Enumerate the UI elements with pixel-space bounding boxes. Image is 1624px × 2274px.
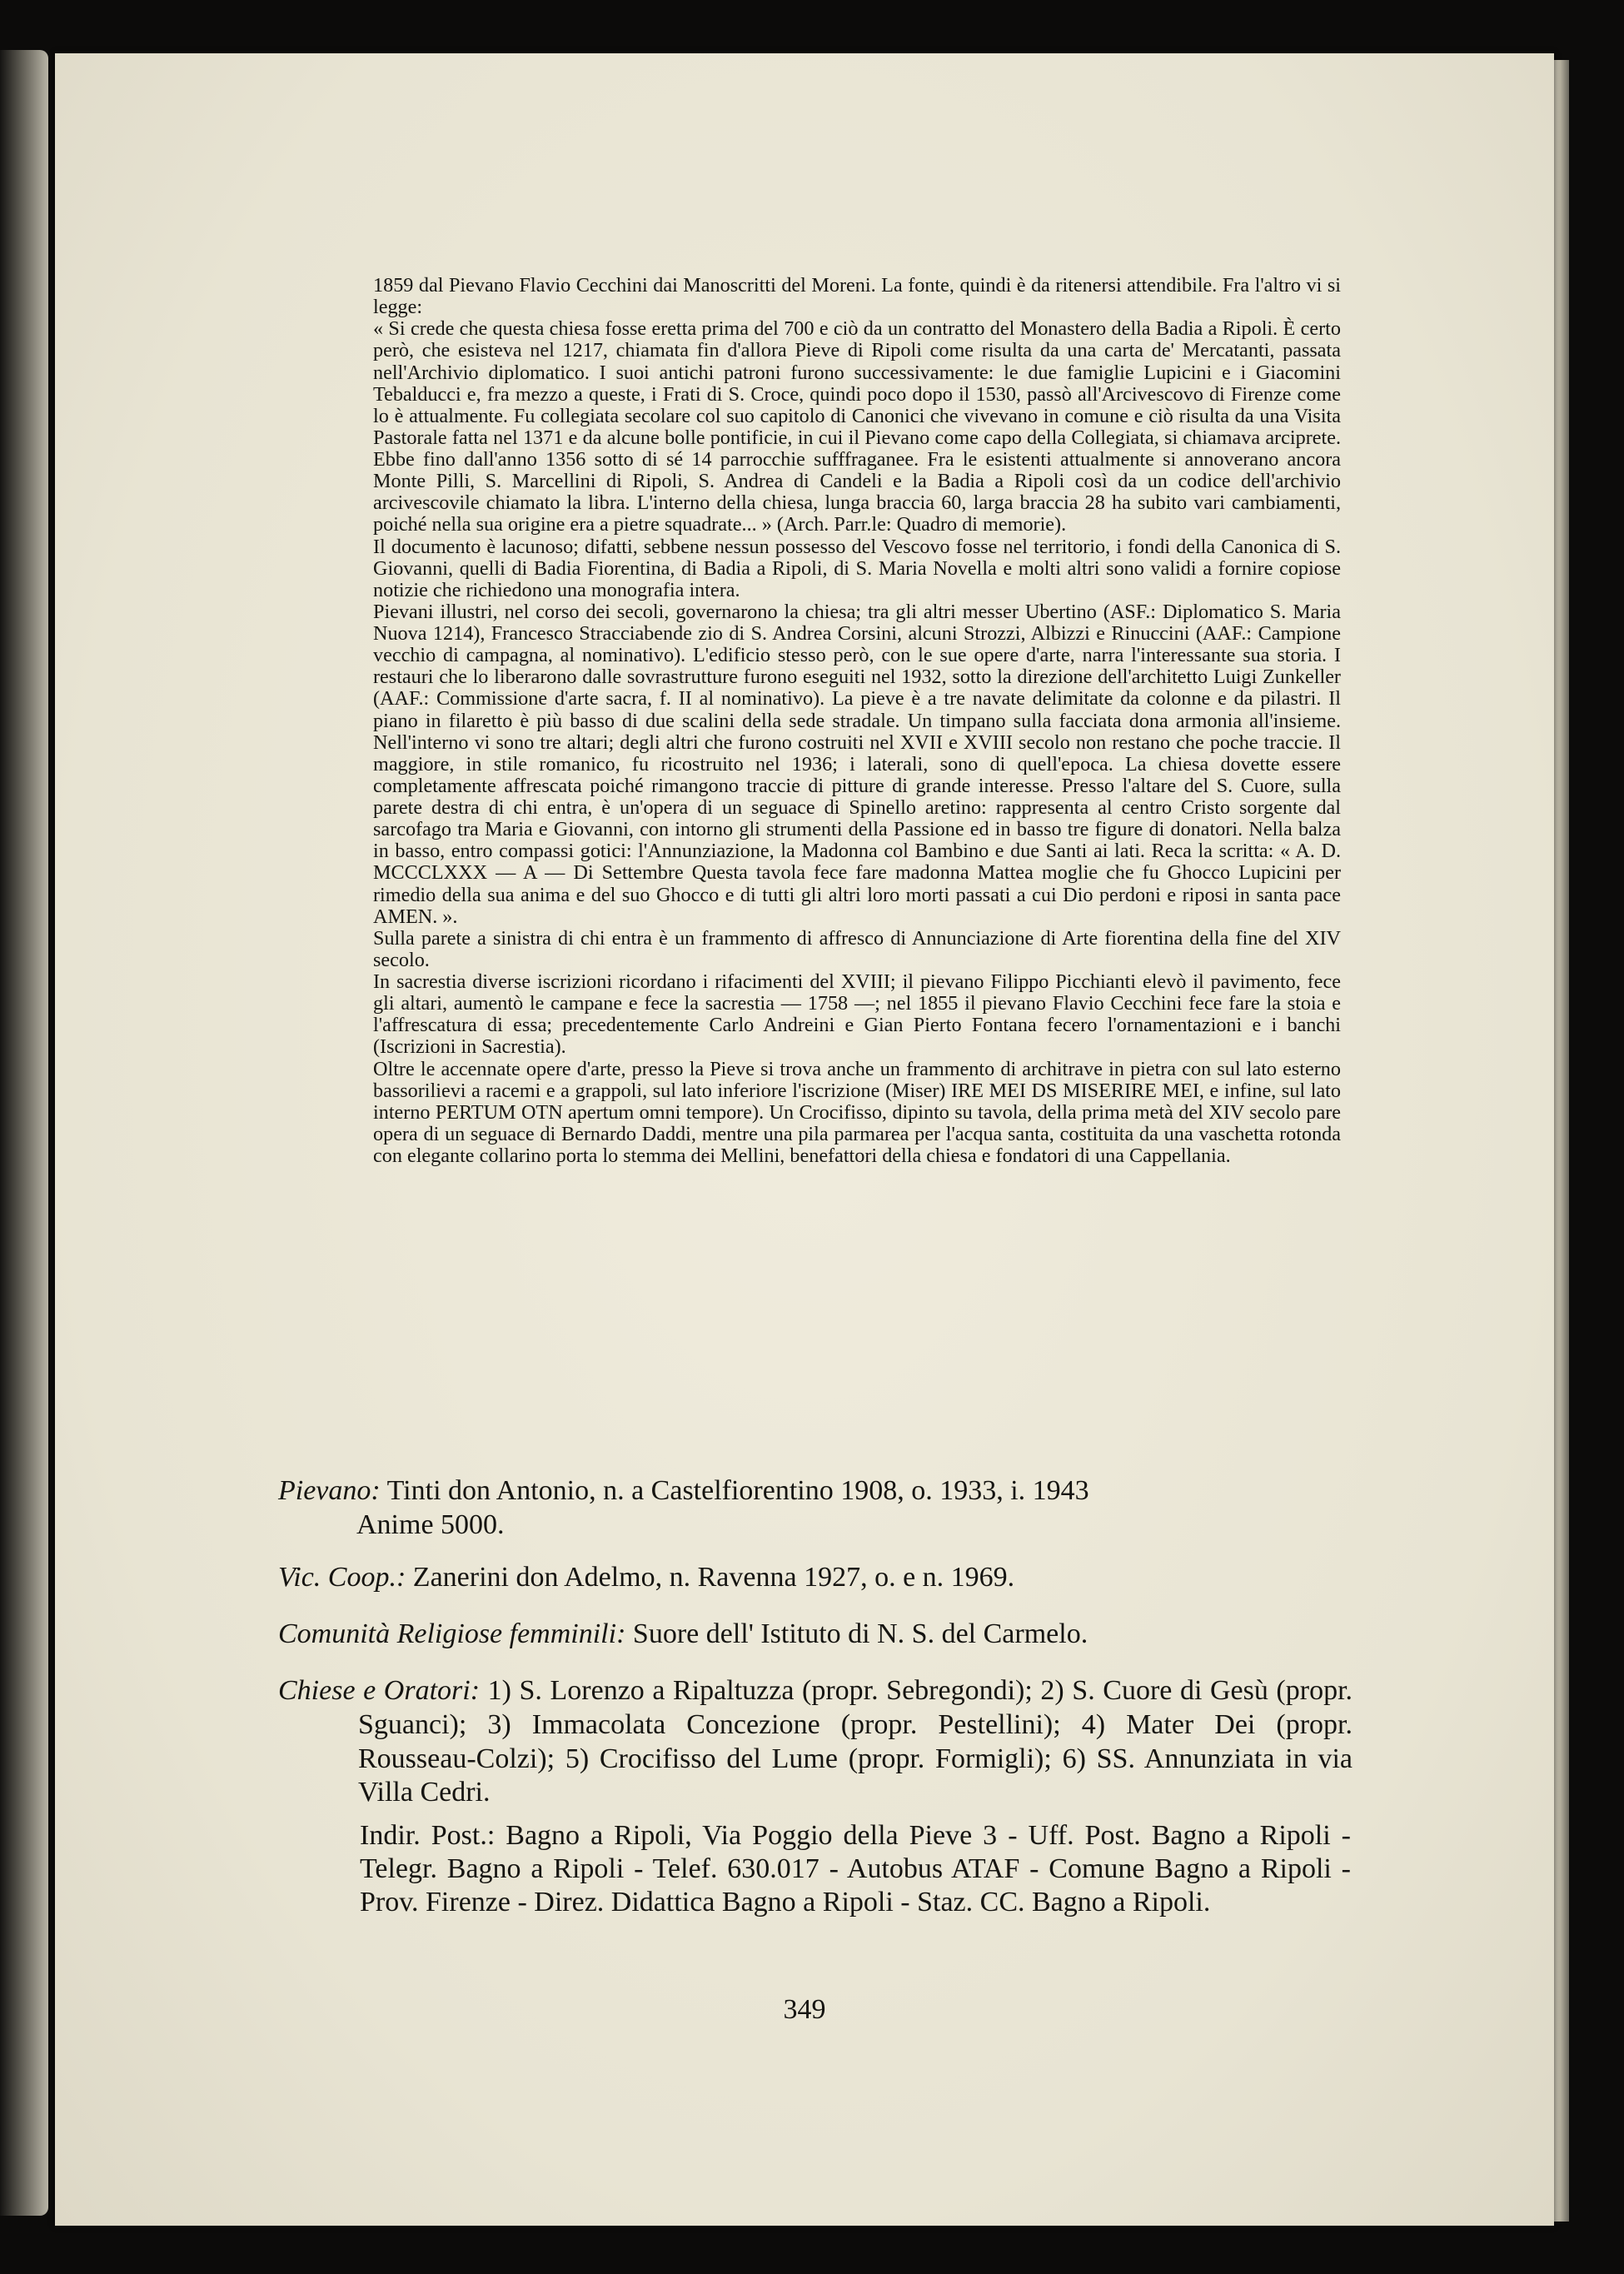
paragraph-quote: « Si crede che questa chiesa fosse eretta prima del 700 e ciò da un contratto del Monastero della Badia a Ripoli. È certo però, che esisteva nel 1217, chiamata fin d'allora Pieve di Ripoli come risulta da una carta de' Mercatanti, passata nell'Archivio diplomatico. I suoi antichi patroni furono successivamente: le due famiglie Lupicini e i Giacomini Tebalducci e, fra mezzo a queste, i Frati di S. Croce, quindi poco dopo il 1530, passò all'Arcivescovo di Firenze come lo è attualmente. Fu collegiata secolare col suo capitolo di Canonici che vivevano in comune e ciò risulta da una Visita Pastorale fatta nel 1371 e da alcune bolle pontificie, in cui il Pievano come capo della Collegiata, si chiamava arciprete. Ebbe fino dall'anno 1356 sotto di sé 14 parrocchie sufffraganee. Fra le esistenti attualmente si annoverano ancora Monte Pilli, S. Marcellini di Ripoli, S. Andrea di Candeli e la Badia a Ripoli così da un codice dell'archivio arcivescovile chiamato la libra. L'interno della chiesa, lunga braccia 60, larga braccia 28 ha subito vari cambiamenti, poiché nella sua origine era a pietre squadrate... » (Arch. Parr.le: Quadro di memorie). bbox=[373, 317, 1341, 536]
book-page bbox=[55, 53, 1554, 2226]
pievano-value: Tinti don Antonio, n. a Castelfiorentino 1908, o. 1933, i. 1943 bbox=[386, 1475, 1089, 1506]
paragraph-source: 1859 dal Pievano Flavio Cecchini dai Manoscritti del Moreni. La fonte, quindi è da ritenersi attendibile. Fra l'altro vi si legge: bbox=[373, 274, 1341, 319]
chiese-label: Chiese e Oratori: bbox=[278, 1675, 481, 1706]
adjacent-page-edge bbox=[0, 50, 48, 2216]
pievano-label: Pievano: bbox=[278, 1475, 381, 1506]
paragraph-fresco: Sulla parete a sinistra di chi entra è un frammento di affresco di Annunciazione di Arte fiorentina della fine del XIV secolo. bbox=[373, 926, 1341, 971]
history-text-block bbox=[373, 275, 1341, 1167]
comunita-entry bbox=[278, 1618, 1348, 1652]
paragraph-artworks: Oltre le accennate opere d'arte, presso la Pieve si trova anche un frammento di architrave in pietra con sul lato esterno bassorilievi a racemi e a grappoli, sul lato inferiore l'iscrizione (Miser) IRE MEI DS MISERIRE MEI, e infine, sul lato interno PERTUM OTN apertum omni tempore). Un Crocifisso, dipinto su tavola, della prima metà del XIV secolo pare opera di un seguace di Bernardo Daddi, mentre una pila parmarea per l'acqua santa, costituita da una vaschetta rotonda con elegante collarino porta lo stemma dei Mellini, benefattori della chiesa e fondatori di una Cappellania. bbox=[373, 1057, 1341, 1167]
pievano-entry bbox=[278, 1474, 1348, 1543]
comunita-label: Comunità Religiose femminili: bbox=[278, 1618, 626, 1649]
anime-count: Anime 5000. bbox=[356, 1509, 505, 1540]
address-text: Indir. Post.: Bagno a Ripoli, Via Poggio della Pieve 3 - Uff. Post. Bagno a Ripoli - Telegr. Bagno a Ripoli - Telef. 630.017 - Autobus ATAF - Comune Bagno a Ripoli - Prov. Firenze - Direz. Didattica Bagno a Ripoli - Staz. CC. Bagno a Ripoli. bbox=[360, 1820, 1351, 1918]
comunita-value: Suore dell' Istituto di N. S. del Carmelo. bbox=[632, 1618, 1088, 1649]
vic-coop-value: Zanerini don Adelmo, n. Ravenna 1927, o. e n. 1969. bbox=[412, 1562, 1015, 1593]
vic-coop-label: Vic. Coop.: bbox=[278, 1562, 406, 1593]
address-block bbox=[360, 1819, 1351, 1919]
paragraph-pievani: Pievani illustri, nel corso dei secoli, governarono la chiesa; tra gli altri messer Ubertino (ASF.: Diplomatico S. Maria Nuova 1214), Francesco Stracciabende zio di S. Andrea Corsini, alcuni Strozzi, Albizzi e Rinuccini (AAF.: Campione vecchio di campagna, al nominativo). L'edificio stesso però, con le sue opere d'arte, narra l'interessante sua storia. I restauri che lo liberarono dalle sovrastrutture furono eseguiti nel 1932, sotto la direzione dell'architetto Luigi Zunkeller (AAF.: Commissione d'arte sacra, f. II al nominativo). La pieve è a tre navate delimitate da colonne e da pilastri. Il piano in filaretto è più basso di due scalini della sede stradale. Un timpano sulla facciata dona armonia all'insieme. Nell'interno vi sono tre altari; degli altri che furono costruiti nel XVII e XVIII secolo non restano che poche traccie. Il maggiore, in stile romanico, fu ricostruito nel 1936; i laterali, sono di quell'epoca. La chiesa dovette essere completamente affrescata poiché rimangono traccie di pitture di grande interesse. Presso l'altare del S. Cuore, sulla parete destra di chi entra, è un'opera di un seguace di Spinello aretino: rappresenta al centro Cristo sorgente dal sarcofago tra Maria e Giovanni, con intorno gli strumenti della Passione ed in basso tre figure di donatori. Nella balza in basso, entro compassi gotici: l'Annunziazione, la Madonna col Bambino e due Santi ai lati. Reca la scritta: « A. D. MCCCLXXX — A — Di Settembre Questa tavola fece fare madonna Mattea moglie che fu Ghocco Lupicini per rimedio della sua anima e del suo Ghocco e di tutti gli altri loro morti passati a cui Dio perdoni e riposi in santa pace AMEN. ». bbox=[373, 600, 1341, 928]
page-number: 349 bbox=[783, 1994, 826, 2025]
chiese-entry bbox=[278, 1674, 1353, 1810]
paragraph-sacrestia: In sacrestia diverse iscrizioni ricordano i rifacimenti del XVIII; il pievano Filippo Picchianti elevò il pavimento, fece gli altari, aumentò le campane e fece la sacrestia — 1758 —; nel 1855 il pievano Flavio Cecchini fece fare la stoia e l'affrescatura di essa; precedentemente Carlo Andreini e Gian Pierto Fontana fecero l'ornamentazioni e i banchi (Iscrizioni in Sacrestia). bbox=[373, 970, 1341, 1059]
vic-coop-entry bbox=[278, 1561, 1348, 1595]
paragraph-document: Il documento è lacunoso; difatti, sebbene nessun possesso del Vescovo fosse nel territorio, i fondi della Canonica di S. Giovanni, quelli di Badia Fiorentina, di Badia a Ripoli, di S. Maria Novella e molti altri sono validi a fornire copiose notizie che richiedono una monografia intera. bbox=[373, 535, 1341, 601]
chiese-value: 1) S. Lorenzo a Ripaltuzza (propr. Sebregondi); 2) S. Cuore di Gesù (propr. Sguanci); 3) Immacolata Concezione (propr. Pestellini); 4) Mater Dei (propr. Rousseau-Colzi); 5) Crocifisso del Lume (propr. Formigli); 6) SS. Annunziata in via Villa Cedri. bbox=[358, 1675, 1353, 1808]
